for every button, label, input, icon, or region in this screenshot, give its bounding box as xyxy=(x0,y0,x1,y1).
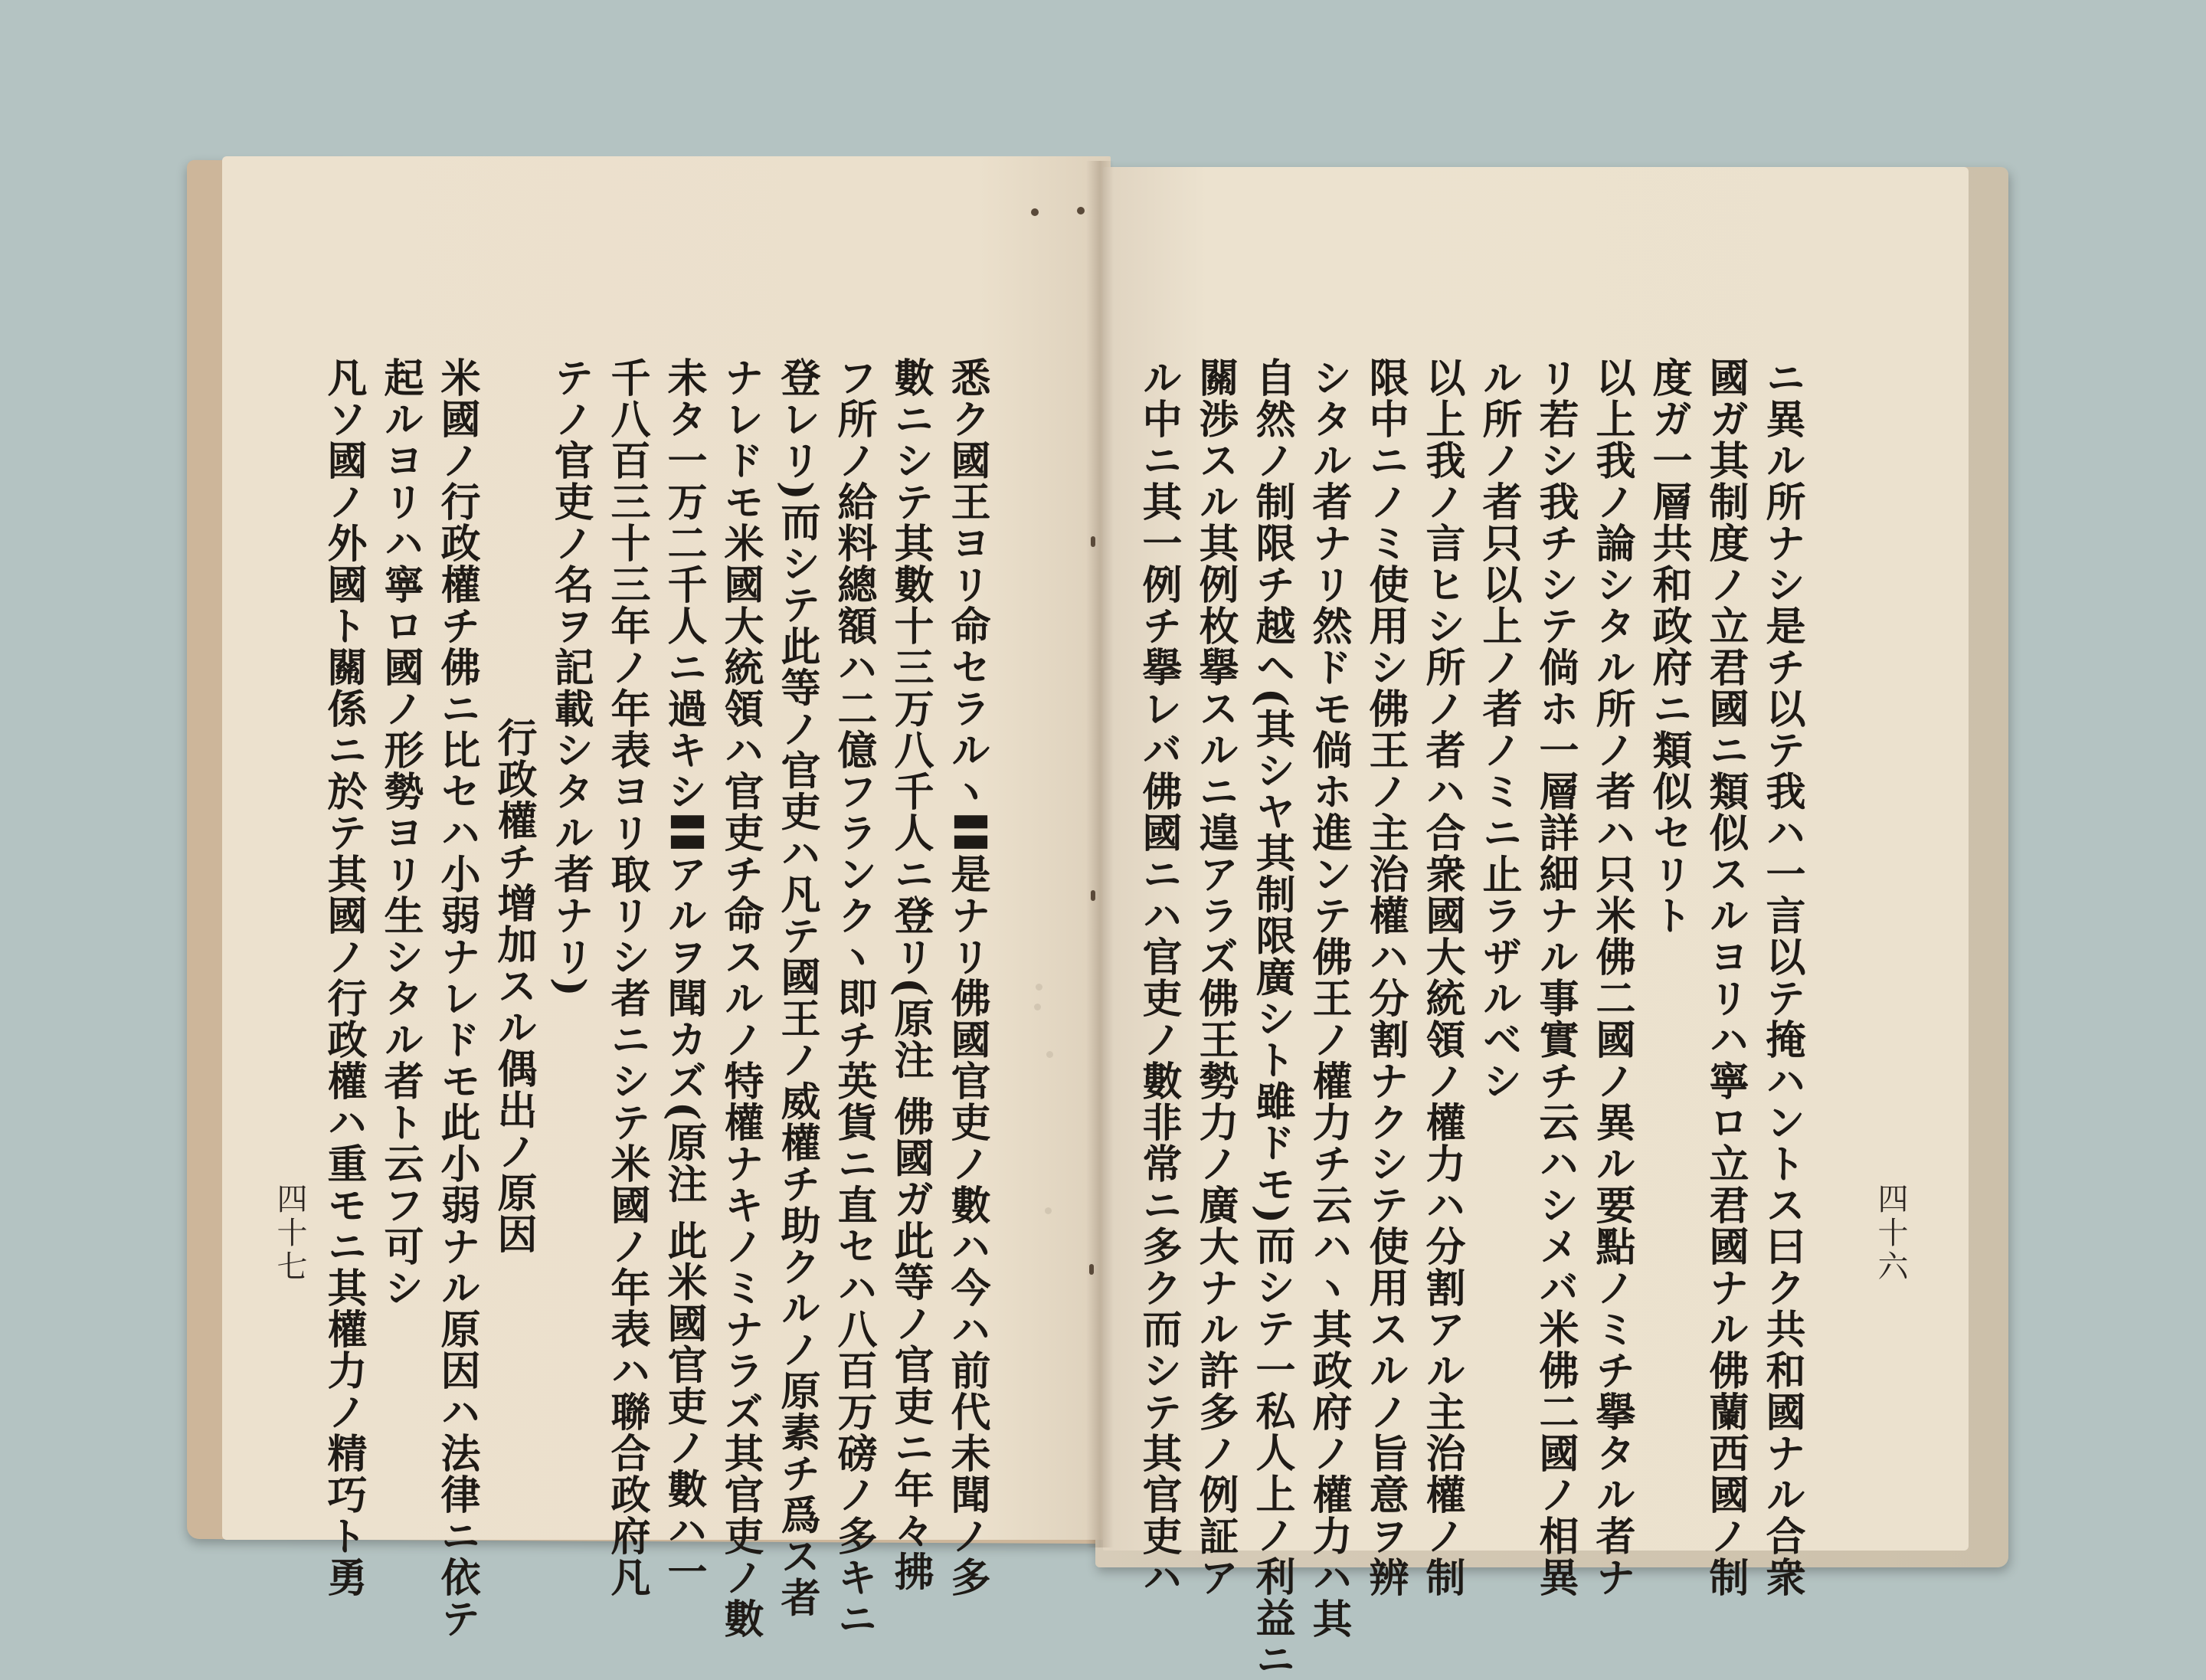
text-column: ル中ニ其一例チ擧レバ佛國ニハ官吏ノ數非常ニ多ク而シテ其官吏ハ xyxy=(1135,357,1182,1598)
text-column: 登レリ)而シテ此等ノ官吏ハ凡テ國王ノ威權チ助クルノ原素チ爲ス者 xyxy=(774,357,820,1619)
text-column: 關渉スル其例枚擧スルニ遑アラズ佛王勢力ノ廣大ナル許多ノ例証ア xyxy=(1192,357,1239,1598)
binding-mark xyxy=(1091,890,1095,901)
page-number-left: 四十七 xyxy=(272,1183,307,1284)
text-column: 米國ノ行政權チ佛ニ比セハ小弱ナレドモ此小弱ナル原因ハ法律ニ依テ xyxy=(434,357,480,1639)
text-column: リ若シ我チシテ倘ホ一層詳細ナル事實チ云ハシメバ米佛二國ノ相異 xyxy=(1532,357,1579,1598)
binding-mark xyxy=(1091,536,1095,547)
text-column: 悉ク國王ヨリ命セラルヽ〓是ナリ佛國官吏ノ數ハ今ハ前代未聞ノ多 xyxy=(944,357,990,1598)
text-column: 數ニシテ其數十三万八千人ニ登リ(原注 佛國ガ此等ノ官吏ニ年々拂 xyxy=(887,357,934,1593)
text-column: 以上我ノ言ヒシ所ノ者ハ合衆國大統領ノ權力ハ分割アル主治權ノ制 xyxy=(1419,357,1465,1598)
binding-mark xyxy=(1031,208,1039,216)
pinhole xyxy=(1046,1051,1053,1058)
text-column: 千八百三十三年ノ年表ヨリ取リシ者ニシテ米國ノ年表ハ聯合政府凡 xyxy=(604,357,650,1598)
text-column: テノ官吏ノ名ヲ記載シタル者ナリ) xyxy=(547,357,594,998)
binding-mark xyxy=(1077,207,1085,215)
text-column: 未タ一万二千人ニ過キシ〓アルヲ聞カズ(原注 此米國官吏ノ數ハ一 xyxy=(660,357,707,1593)
pinhole xyxy=(1034,1004,1041,1010)
pinhole xyxy=(1045,1207,1052,1214)
text-column: フ所ノ給料總額ハ二億フランクヽ即チ英貨ニ直セハ八百万磅ノ多キニ xyxy=(830,357,877,1639)
text-column: ニ異ル所ナシ是チ以テ我ハ一言以テ掩ハントス曰ク共和國ナル合衆 xyxy=(1759,357,1805,1598)
text-column: シタル者ナリ然ドモ倘ホ進ンテ佛王ノ權力チ云ハヽ其政府ノ權力ハ其 xyxy=(1305,357,1352,1639)
text-column: ル所ノ者只以上ノ者ノミニ止ラザルベシ xyxy=(1475,357,1522,1102)
text-column: 自然ノ制限チ越ヘ(其シヤ其制限廣シト雖ドモ)而シテ一私人上ノ利益ニ xyxy=(1249,357,1295,1680)
book-gutter xyxy=(1086,161,1114,1547)
binding-mark xyxy=(1089,1264,1094,1275)
text-column: 度ガ一層共和政府ニ類似セリト xyxy=(1645,357,1692,936)
text-column: 以上我ノ論シタル所ノ者ハ只米佛二國ノ異ル要點ノミチ擧タル者ナ xyxy=(1589,357,1635,1598)
text-column: 起ルヨリハ寧ロ國ノ形勢ヨリ生シタル者ト云フ可シ xyxy=(377,357,424,1308)
page-number-right: 四十六 xyxy=(1873,1183,1908,1284)
section-heading: 行政權チ增加スル偶出ノ原因 xyxy=(490,717,537,1255)
text-column: 國ガ其制度ノ立君國ニ類似スルヨリハ寧ロ立君國ナル佛蘭西國ノ制 xyxy=(1702,357,1749,1598)
text-column: 凡ソ國ノ外國ト關係ニ於テ其國ノ行政權ハ重モニ其權力ノ精巧ト勇 xyxy=(320,357,367,1598)
pinhole xyxy=(1036,984,1042,991)
text-column: 限中ニノミ使用シ佛王ノ主治權ハ分割ナクシテ使用スルノ旨意ヲ辨 xyxy=(1362,357,1409,1598)
text-column: ナレドモ米國大統領ハ官吏チ命スルノ特權ナキノミナラズ其官吏ノ數 xyxy=(717,357,764,1639)
